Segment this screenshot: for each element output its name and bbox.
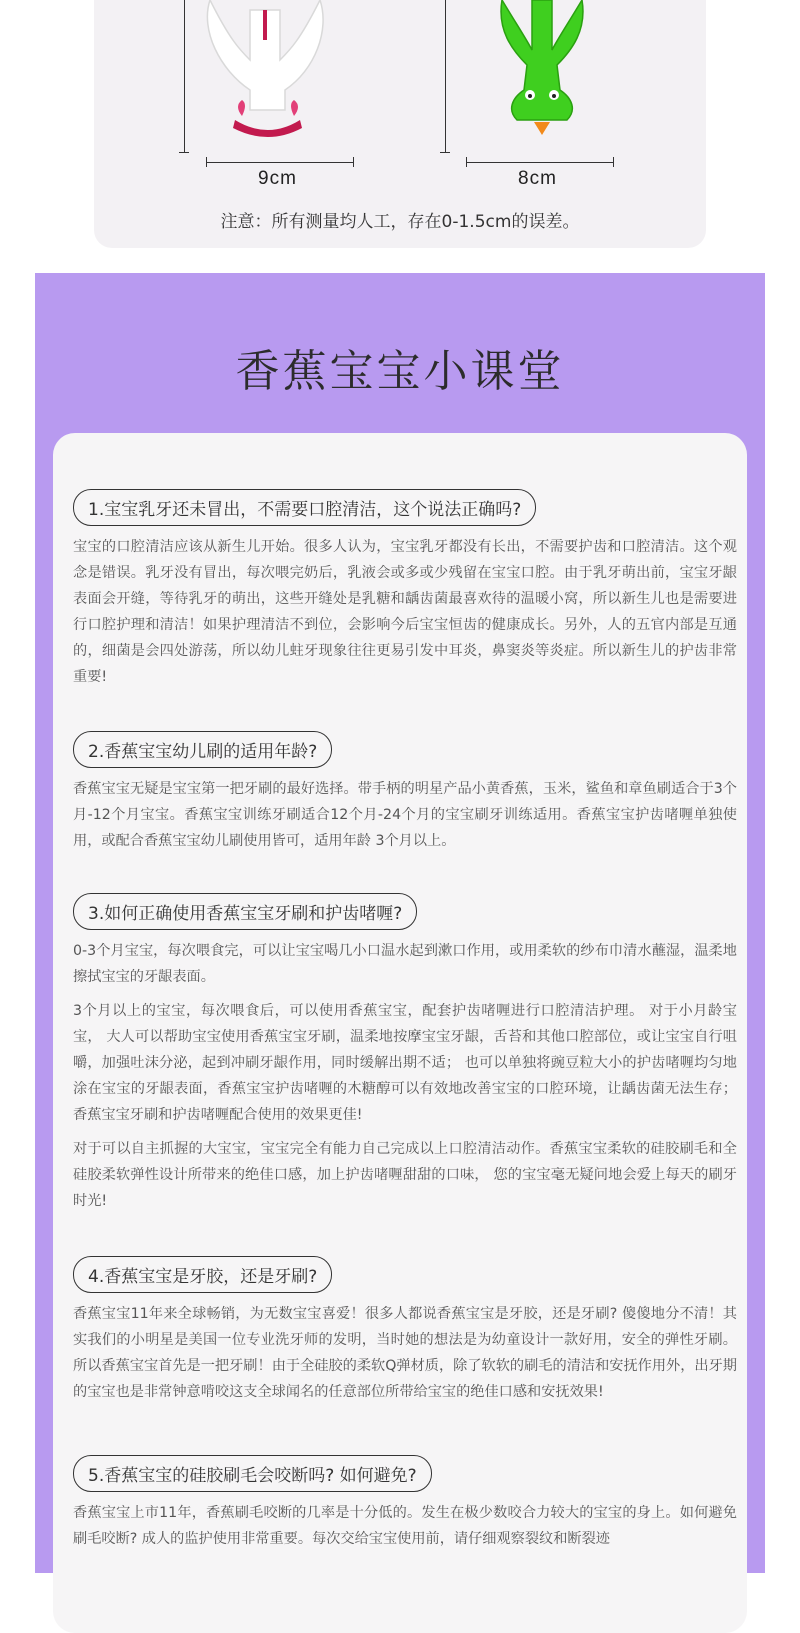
qa-card xyxy=(53,433,747,1633)
question-1: 1.宝宝乳牙还未冒出，不需要口腔清洁，这个说法正确吗? xyxy=(73,489,536,526)
question-3: 3.如何正确使用香蕉宝宝牙刷和护齿啫喱? xyxy=(73,893,417,930)
unicorn-toothbrush-image xyxy=(190,0,340,150)
question-4: 4.香蕉宝宝是牙胶，还是牙刷? xyxy=(73,1256,332,1293)
answer-4-para-1: 香蕉宝宝11年来全球畅销，为无数宝宝喜爱！很多人都说香蕉宝宝是牙胶，还是牙刷? 傻傻地分不清！其实我们的小明星是美国一位专业洗牙师的发明，当时她的想法是为幼童设计一款好用，安全的弹性牙刷。所以香蕉宝宝首先是一把牙刷！由于全硅胶的柔软Q弹材质，除了软软的刷毛的清洁和安抚作用外，出牙期的宝宝也是非常钟意啃咬这支全球闻名的任意部位所带给宝宝的绝佳口感和安抚效果! xyxy=(73,1306,737,1400)
right-width-cap-end xyxy=(613,157,614,167)
right-width-label: 8cm xyxy=(518,168,557,189)
answer-3-para-3: 对于可以自主抓握的大宝宝，宝宝完全有能力自己完成以上口腔清洁动作。香蕉宝宝柔软的硅胶刷毛和全硅胶柔软弹性设计所带来的绝佳口感，加上护齿啫喱甜甜的口味， 您的宝宝毫无疑问地会爱上每天的刷牙时光! xyxy=(73,1141,737,1209)
answer-3-para-2: 3个月以上的宝宝，每次喂食后，可以使用香蕉宝宝，配套护齿啫喱进行口腔清洁护理。 对于小月龄宝宝， 大人可以帮助宝宝使用香蕉宝宝牙刷，温柔地按摩宝宝牙龈，舌苔和其他口腔部位，或让宝宝自行咀嚼，加强吐沫分泌，起到冲刷牙龈作用，同时缓解出期不适； 也可以单独将豌豆粒大小的护齿啫喱均匀地涂在宝宝的牙龈表面，香蕉宝宝护齿啫喱的木糖醇可以有效地改善宝宝的口腔环境，让龋齿菌无法生存； 香蕉宝宝牙刷和护齿啫喱配合使用的效果更佳! xyxy=(73,1003,737,1123)
right-width-cap-start xyxy=(466,157,467,167)
left-width-cap-end xyxy=(353,157,354,167)
answer-3-para-1: 0-3个月宝宝，每次喂食完，可以让宝宝喝几小口温水起到漱口作用，或用柔软的纱布巾清水蘸湿，温柔地擦拭宝宝的牙龈表面。 xyxy=(73,943,737,985)
answer-2-para-1: 香蕉宝宝无疑是宝宝第一把牙刷的最好选择。带手柄的明星产品小黄香蕉，玉米，鲨鱼和章鱼刷适合于3个月-12个月宝宝。香蕉宝宝训练牙刷适合12个月-24个月的宝宝刷牙训练适用。香蕉宝宝护齿啫喱单独使用，或配合香蕉宝宝幼儿刷使用皆可，适用年龄 3个月以上。 xyxy=(73,781,737,849)
left-height-tick xyxy=(179,152,189,153)
question-5: 5.香蕉宝宝的硅胶刷毛会咬断吗? 如何避免? xyxy=(73,1455,432,1492)
qa-item-1 xyxy=(73,489,737,690)
qa-item-4 xyxy=(73,1256,737,1405)
qa-item-3 xyxy=(73,893,737,1214)
left-width-label: 9cm xyxy=(258,168,297,189)
dragon-toothbrush-image xyxy=(472,0,612,150)
measurement-card xyxy=(94,0,706,248)
qa-item-5 xyxy=(73,1455,737,1552)
measurement-note: 注意：所有测量均人工，存在0-1.5cm的误差。 xyxy=(220,212,580,232)
question-2: 2.香蕉宝宝幼儿刷的适用年龄? xyxy=(73,731,332,768)
left-height-line xyxy=(184,0,185,152)
classroom-section xyxy=(35,273,765,1573)
answer-1-para-1: 宝宝的口腔清洁应该从新生儿开始。很多人认为，宝宝乳牙都没有长出，不需要护齿和口腔清洁。这个观念是错误。乳牙没有冒出，每次喂完奶后，乳液会或多或少残留在宝宝口腔。由于乳牙萌出前，宝宝牙龈表面会开缝，等待乳牙的萌出，这些开缝处是乳糖和龋齿菌最喜欢待的温暖小窝，所以新生儿也是需要进行口腔护理和清洁！如果护理清洁不到位，会影响今后宝宝恒齿的健康成长。另外，人的五官内部是互通的，细菌是会四处游荡，所以幼儿蛀牙现象往往更易引发中耳炎，鼻窦炎等炎症。所以新生儿的护齿非常重要! xyxy=(73,539,737,685)
qa-item-2 xyxy=(73,731,737,854)
section-title: 香蕉宝宝小课堂 xyxy=(235,346,565,397)
right-height-line xyxy=(445,0,446,152)
left-width-line xyxy=(206,162,354,163)
left-width-cap-start xyxy=(206,157,207,167)
right-height-tick xyxy=(440,152,450,153)
answer-5-para-1: 香蕉宝宝上市11年，香蕉刷毛咬断的几率是十分低的。发生在极少数咬合力较大的宝宝的身上。如何避免刷毛咬断? 成人的监护使用非常重要。每次交给宝宝使用前，请仔细观察裂纹和断裂迹 xyxy=(73,1505,737,1547)
right-width-line xyxy=(466,162,614,163)
